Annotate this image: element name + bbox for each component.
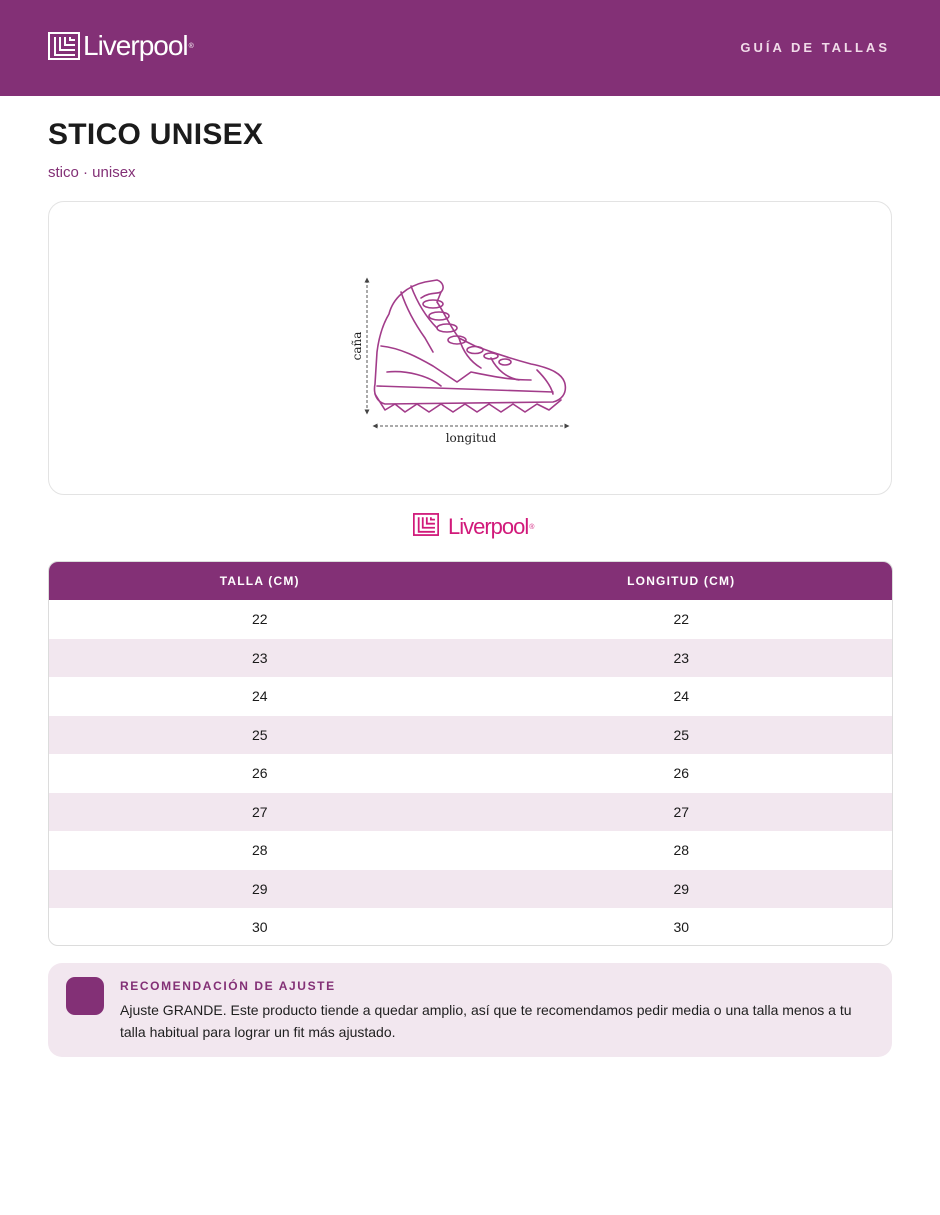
size-table — [48, 561, 893, 946]
table-row — [49, 677, 892, 716]
length-cell: 23 — [673, 649, 690, 666]
length-cell: 25 — [673, 726, 690, 743]
page-title: STICO UNISEX — [48, 118, 264, 151]
recommendation-icon — [66, 977, 104, 1015]
size-cell: 30 — [251, 919, 268, 936]
liverpool-logo-icon — [48, 32, 80, 60]
logo-wordmark: Liverpool — [448, 514, 529, 539]
length-cell: 27 — [673, 803, 690, 820]
size-cell: 23 — [251, 649, 268, 666]
height-label: caña — [350, 331, 364, 361]
length-cell: 22 — [673, 611, 690, 628]
size-cell: 26 — [251, 765, 268, 782]
size-cell: 24 — [251, 688, 268, 705]
liverpool-brand-logo — [413, 513, 534, 541]
size-cell: 29 — [251, 880, 268, 897]
size-guide-label: GUÍA DE TALLAS — [740, 40, 890, 55]
table-row — [49, 716, 892, 755]
table-row — [49, 754, 892, 793]
length-cell: 29 — [673, 880, 690, 897]
table-row — [49, 831, 892, 870]
length-cell: 28 — [673, 842, 690, 859]
fit-recommendation — [48, 963, 892, 1057]
liverpool-logo[interactable] — [48, 31, 194, 61]
table-row — [49, 600, 892, 639]
table-row — [49, 639, 892, 678]
column-header-size: TALLA (CM) — [219, 574, 300, 588]
size-cell: 27 — [251, 803, 268, 820]
size-cell: 28 — [251, 842, 268, 859]
diagram-card — [48, 201, 892, 495]
length-cell: 26 — [673, 765, 690, 782]
table-header-row — [49, 562, 892, 600]
length-label: longitud — [445, 431, 497, 445]
recommendation-title: RECOMENDACIÓN DE AJUSTE — [120, 979, 336, 993]
recommendation-text: Ajuste GRANDE. Este producto tiende a quedar amplio, así que te recomendamos pedir media o una talla menos a tu talla habitual para lograr un fit más ajustado. — [120, 1002, 852, 1040]
boot-diagram — [341, 262, 581, 452]
header-bar — [0, 0, 940, 96]
length-cell: 24 — [673, 688, 690, 705]
logo-wordmark: Liverpool — [83, 30, 188, 61]
column-header-length: LONGITUD (CM) — [627, 574, 736, 588]
liverpool-logo-icon — [413, 513, 445, 541]
product-subtitle: stico · unisex — [48, 164, 136, 181]
length-cell: 30 — [673, 919, 690, 936]
table-row — [49, 870, 892, 909]
table-row — [49, 908, 892, 946]
size-cell: 22 — [251, 611, 268, 628]
table-row — [49, 793, 892, 832]
size-cell: 25 — [251, 726, 268, 743]
logo-registered-mark: ® — [529, 523, 535, 531]
logo-registered-mark: ® — [188, 42, 194, 50]
